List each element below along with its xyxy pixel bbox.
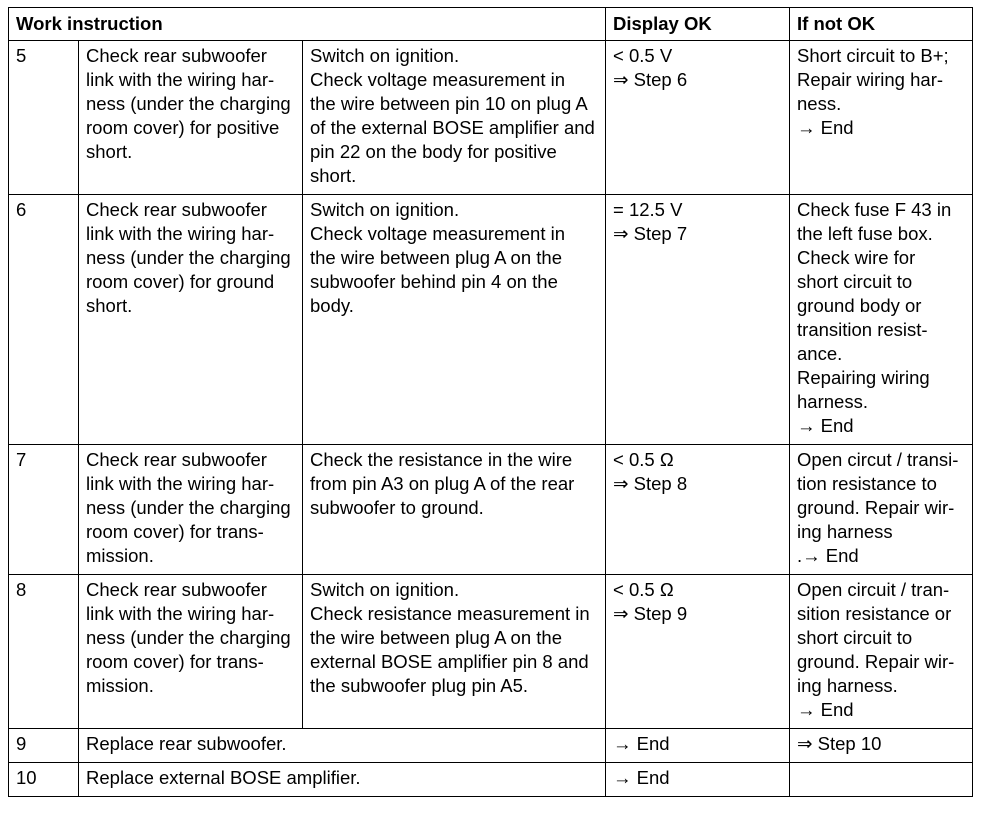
task-line: mission. bbox=[86, 545, 154, 566]
if-not-ok-cell bbox=[790, 195, 973, 445]
if-not-ok-line: ground. Repair wir- bbox=[797, 497, 955, 518]
task-line: ness (under the charging bbox=[86, 497, 291, 518]
task-line: Check rear subwoofer bbox=[86, 45, 267, 66]
action-line: the wire between pin 10 on plug A bbox=[310, 93, 588, 114]
table-row bbox=[9, 445, 973, 575]
if-not-ok-line: Open circut / transi- bbox=[797, 449, 959, 470]
step-number: 10 bbox=[9, 763, 79, 797]
display-ok-cell: → End bbox=[606, 763, 790, 797]
action-line: of the external BOSE amplifier and bbox=[310, 117, 595, 138]
display-ok-line: < 0.5 V bbox=[613, 45, 673, 66]
if-not-ok-line: tion resistance to bbox=[797, 473, 937, 494]
if-not-ok-line: Check wire for bbox=[797, 247, 916, 268]
if-not-ok-line: transition resist- bbox=[797, 319, 928, 340]
action-line: short. bbox=[310, 165, 357, 186]
if-not-ok-line: Repairing wiring bbox=[797, 367, 930, 388]
action-line: Switch on ignition. bbox=[310, 45, 460, 66]
action-line: subwoofer behind pin 4 on the bbox=[310, 271, 558, 292]
action-line: subwoofer to ground. bbox=[310, 497, 484, 518]
step-number: 6 bbox=[9, 195, 79, 445]
task-cell bbox=[79, 445, 303, 575]
display-ok-line: < 0.5 Ω bbox=[613, 579, 674, 600]
display-ok-line: = 12.5 V bbox=[613, 199, 683, 220]
display-ok-line: ⇒ Step 8 bbox=[613, 473, 688, 494]
if-not-ok-line: → End bbox=[797, 117, 854, 138]
action-line: Switch on ignition. bbox=[310, 199, 460, 220]
action-cell bbox=[303, 575, 606, 729]
step-number: 8 bbox=[9, 575, 79, 729]
header-row bbox=[9, 8, 973, 41]
if-not-ok-line: Check fuse F 43 in bbox=[797, 199, 952, 220]
action-cell bbox=[303, 41, 606, 195]
table-row bbox=[9, 575, 973, 729]
task-cell bbox=[79, 575, 303, 729]
display-ok-cell bbox=[606, 575, 790, 729]
action-line: the wire between plug A on the bbox=[310, 627, 562, 648]
task-line: link with the wiring har- bbox=[86, 223, 275, 244]
step-number: 7 bbox=[9, 445, 79, 575]
action-line: pin 22 on the body for positive bbox=[310, 141, 557, 162]
display-ok-line: ⇒ Step 9 bbox=[613, 603, 688, 624]
task-cell bbox=[79, 195, 303, 445]
if-not-ok-line: short circuit to bbox=[797, 627, 913, 648]
if-not-ok-cell bbox=[790, 575, 973, 729]
action-line: Check the resistance in the wire bbox=[310, 449, 573, 470]
if-not-ok-line: .→ End bbox=[797, 545, 859, 566]
if-not-ok-cell bbox=[790, 445, 973, 575]
if-not-ok-line: the left fuse box. bbox=[797, 223, 933, 244]
if-not-ok-line: harness. bbox=[797, 391, 868, 412]
step-number: 5 bbox=[9, 41, 79, 195]
action-line: Switch on ignition. bbox=[310, 579, 460, 600]
action-line: external BOSE amplifier pin 8 and bbox=[310, 651, 589, 672]
action-line: the wire between plug A on the bbox=[310, 247, 562, 268]
task-line: room cover) for ground bbox=[86, 271, 275, 292]
task-line: Check rear subwoofer bbox=[86, 579, 267, 600]
if-not-ok-line: ing harness bbox=[797, 521, 893, 542]
work-instruction-table bbox=[8, 7, 973, 797]
if-not-ok-line: Open circuit / tran- bbox=[797, 579, 950, 600]
if-not-ok-cell bbox=[790, 41, 973, 195]
header-display-ok: Display OK bbox=[606, 8, 790, 41]
task-cell bbox=[79, 41, 303, 195]
if-not-ok-line: ness. bbox=[797, 93, 842, 114]
task-line: short. bbox=[86, 141, 133, 162]
task-line: ness (under the charging bbox=[86, 627, 291, 648]
action-line: Check voltage measurement in bbox=[310, 69, 566, 90]
action-cell bbox=[303, 195, 606, 445]
display-ok-cell bbox=[606, 195, 790, 445]
display-ok-cell bbox=[606, 445, 790, 575]
if-not-ok-line: short circuit to bbox=[797, 271, 913, 292]
action-cell bbox=[303, 445, 606, 575]
task-line: link with the wiring har- bbox=[86, 473, 275, 494]
if-not-ok-line: Short circuit to B+; bbox=[797, 45, 949, 66]
if-not-ok-line: ing harness. bbox=[797, 675, 898, 696]
task-line: room cover) for positive bbox=[86, 117, 280, 138]
if-not-ok-line: Repair wiring har- bbox=[797, 69, 944, 90]
if-not-ok-cell bbox=[790, 763, 973, 797]
action-line: Check voltage measurement in bbox=[310, 223, 566, 244]
task-cell: Replace external BOSE amplifier. bbox=[79, 763, 606, 797]
display-ok-line: ⇒ Step 6 bbox=[613, 69, 688, 90]
step-number: 9 bbox=[9, 729, 79, 763]
header-work-instruction: Work instruction bbox=[9, 8, 606, 41]
action-line: from pin A3 on plug A of the rear bbox=[310, 473, 575, 494]
if-not-ok-line: ground. Repair wir- bbox=[797, 651, 955, 672]
task-line: mission. bbox=[86, 675, 154, 696]
task-line: Check rear subwoofer bbox=[86, 449, 267, 470]
table-row bbox=[9, 763, 973, 797]
task-line: short. bbox=[86, 295, 133, 316]
task-line: room cover) for trans- bbox=[86, 651, 264, 672]
if-not-ok-line: ance. bbox=[797, 343, 843, 364]
task-line: Check rear subwoofer bbox=[86, 199, 267, 220]
if-not-ok-cell: ⇒ Step 10 bbox=[790, 729, 973, 763]
task-line: link with the wiring har- bbox=[86, 69, 275, 90]
action-line: Check resistance measurement in bbox=[310, 603, 590, 624]
header-if-not-ok: If not OK bbox=[790, 8, 973, 41]
if-not-ok-line: → End bbox=[797, 415, 854, 436]
if-not-ok-line: ground body or bbox=[797, 295, 922, 316]
action-line: the subwoofer plug pin A5. bbox=[310, 675, 529, 696]
table-row bbox=[9, 41, 973, 195]
if-not-ok-line: → End bbox=[797, 699, 854, 720]
task-line: room cover) for trans- bbox=[86, 521, 264, 542]
action-line: body. bbox=[310, 295, 354, 316]
if-not-ok-line: sition resistance or bbox=[797, 603, 952, 624]
display-ok-cell bbox=[606, 41, 790, 195]
display-ok-line: < 0.5 Ω bbox=[613, 449, 674, 470]
table-row bbox=[9, 729, 973, 763]
task-line: ness (under the charging bbox=[86, 247, 291, 268]
task-line: ness (under the charging bbox=[86, 93, 291, 114]
task-line: link with the wiring har- bbox=[86, 603, 275, 624]
display-ok-line: ⇒ Step 7 bbox=[613, 223, 688, 244]
display-ok-cell: → End bbox=[606, 729, 790, 763]
table-row bbox=[9, 195, 973, 445]
task-cell: Replace rear subwoofer. bbox=[79, 729, 606, 763]
